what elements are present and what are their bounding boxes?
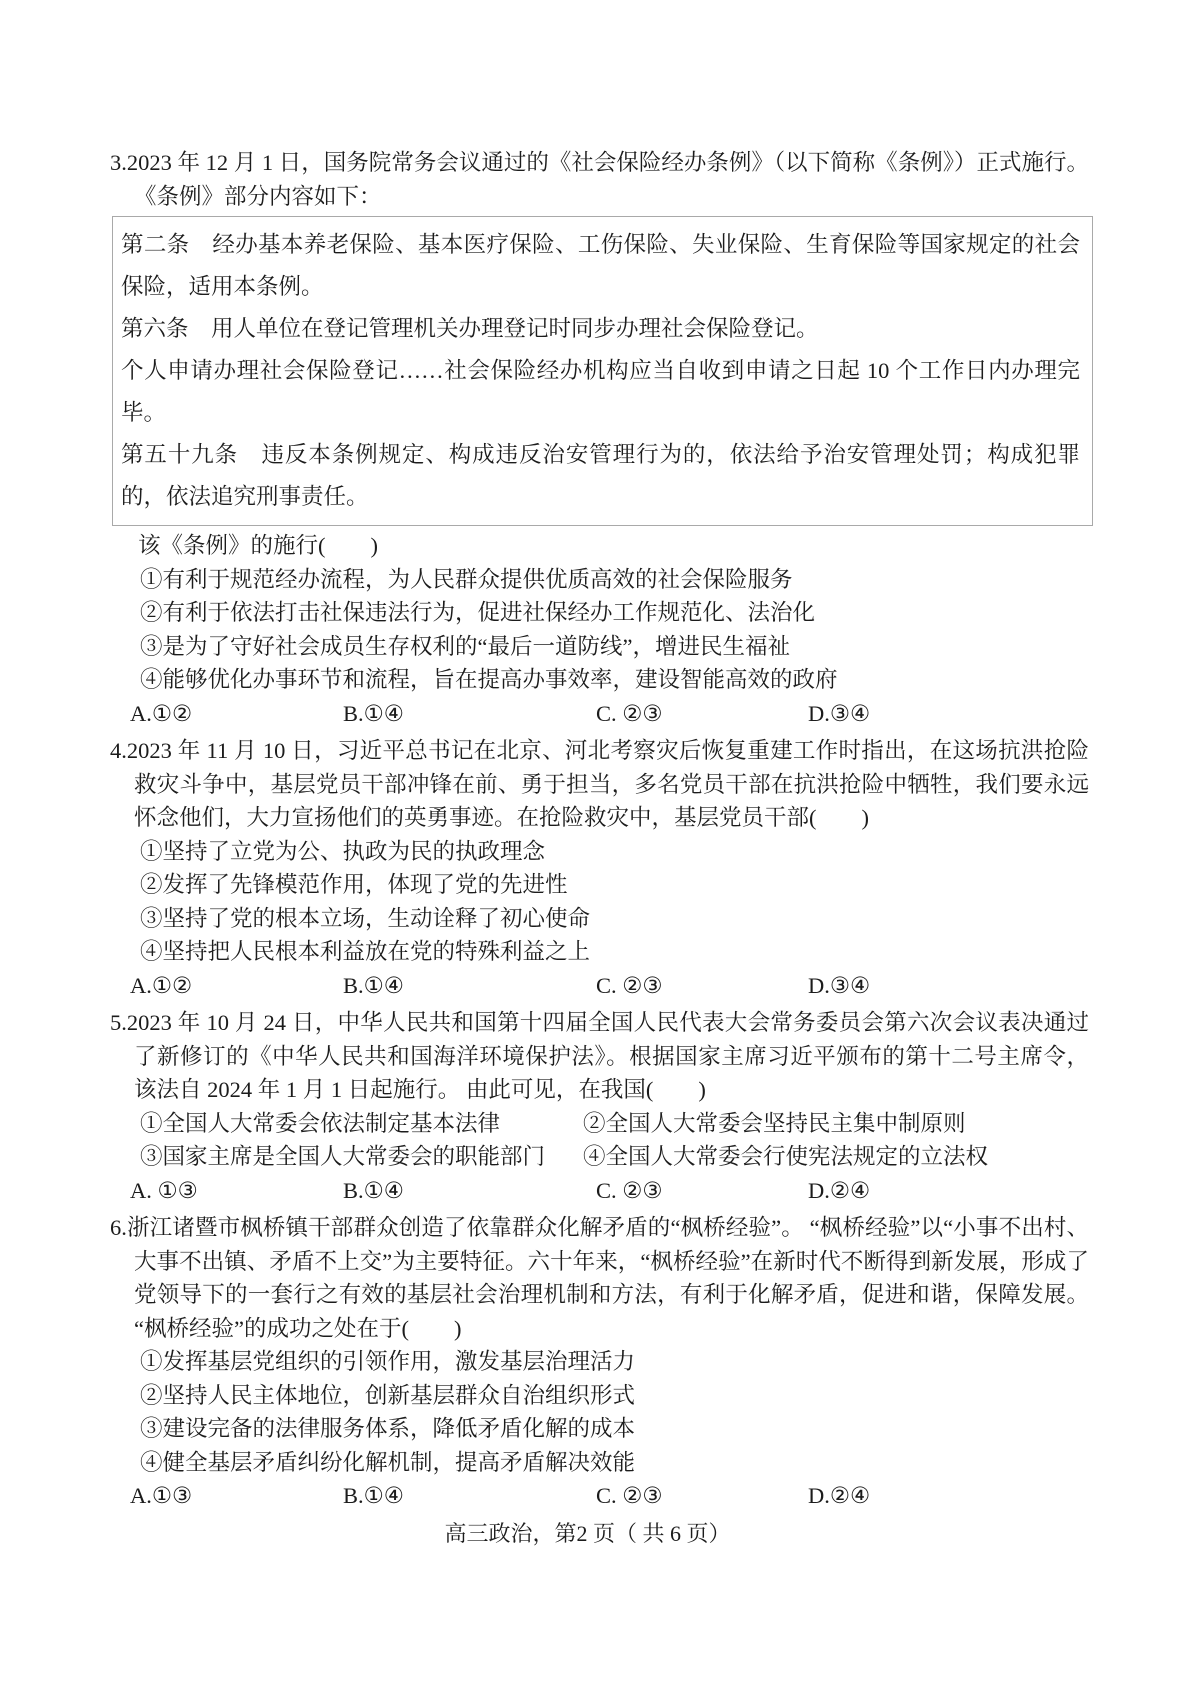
question-4-item-2: ②发挥了先锋模范作用，体现了党的先进性 xyxy=(140,872,568,897)
question-6-option-b: B.①④ xyxy=(343,1483,404,1508)
box-paragraph-article-59: 第五十九条 违反本条例规定、构成违反治安管理行为的，依法给予治安管理处罚；构成犯罪的，依法追究刑事责任。 xyxy=(121,442,1080,509)
question-6-options-row xyxy=(130,1479,1068,1513)
question-4 xyxy=(110,734,1089,1002)
question-6-option-a: A.①③ xyxy=(130,1483,193,1508)
question-6-item-3: ③建设完备的法律服务体系，降低矛盾化解的成本 xyxy=(140,1416,636,1441)
question-4-option-a: A.①② xyxy=(130,972,193,998)
question-3 xyxy=(110,146,1089,730)
question-5-option-b: B.①④ xyxy=(343,1177,404,1203)
question-4-item-3: ③坚持了党的根本立场，生动诠释了初心使命 xyxy=(140,905,591,931)
question-4-options-row xyxy=(130,969,1068,1003)
question-3-lead: 该《条例》的施行( ) xyxy=(138,533,378,558)
question-4-option-d: D.③④ xyxy=(808,972,871,998)
question-5-item-3: ③国家主席是全国人大常委会的职能部门 xyxy=(140,1144,546,1169)
question-6-item-1: ①发挥基层党组织的引领作用，激发基层治理活力 xyxy=(140,1349,636,1374)
question-4-option-b: B.①④ xyxy=(343,972,404,998)
question-3-option-a: A.①② xyxy=(130,700,193,726)
question-5 xyxy=(110,1006,1089,1207)
box-paragraph-article-6: 第六条 用人单位在登记管理机关办理登记时同步办理社会保险登记。 xyxy=(121,316,819,341)
regulation-excerpt-box xyxy=(112,216,1093,526)
question-6-option-c: C. ②③ xyxy=(596,1483,663,1508)
question-5-number: 5. xyxy=(110,1010,127,1035)
question-3-item-4: ④能够优化办事环节和流程，旨在提高办事效率，建设智能高效的政府 xyxy=(140,667,838,692)
question-3-options-row xyxy=(130,697,1068,731)
question-6-item-4: ④健全基层矛盾纠纷化解机制，提高矛盾解决效能 xyxy=(140,1449,636,1475)
question-5-stem-text: 2023 年 10 月 24 日，中华人民共和国第十四届全国人民代表大会常务委员会第六次会议表决通过了新修订的《中华人民共和国海洋环境保护法》。根据国家主席习近平颁布的第十二号主席令，该法自 2024 年 1 月 1 日起施行。 由此可见，在我国( ) xyxy=(126,1010,1089,1102)
question-5-item-4: ④全国人大常委会行使宪法规定的立法权 xyxy=(583,1144,989,1169)
question-6-option-d: D.②④ xyxy=(808,1483,871,1508)
question-4-item-1: ①坚持了立党为公、执政为民的执政理念 xyxy=(140,838,546,864)
question-5-option-c: C. ②③ xyxy=(596,1177,663,1203)
question-4-stem-text: 2023 年 11 月 10 日，习近平总书记在北京、河北考察灾后恢复重建工作时指出，在这场抗洪抢险救灾斗争中，基层党员干部冲锋在前、勇于担当，多名党员干部在抗洪抢险中牺牲，我们要永远怀念他们，大力宣扬他们的英勇事迹。在抢险救灾中，基层党员干部( ) xyxy=(126,738,1089,830)
question-3-item-3: ③是为了守好社会成员生存权利的“最后一道防线”，增进民生福祉 xyxy=(140,633,790,659)
question-5-items-row-1 xyxy=(140,1107,1068,1141)
question-3-option-d: D.③④ xyxy=(808,700,871,726)
question-3-stem xyxy=(110,146,1089,213)
question-5-option-d: D.②④ xyxy=(808,1177,871,1203)
question-6 xyxy=(110,1211,1089,1513)
question-5-option-a: A. ①③ xyxy=(130,1177,198,1203)
question-4-option-c: C. ②③ xyxy=(596,972,663,998)
question-3-option-b: B.①④ xyxy=(343,700,404,726)
question-3-stem-text: 2023 年 12 月 1 日，国务院常务会议通过的《社会保险经办条例》（以下简称《条例》）正式施行。《条例》部分内容如下： xyxy=(126,150,1089,209)
question-6-stem-text: 浙江诸暨市枫桥镇干部群众创造了依靠群众化解矛盾的“枫桥经验”。 “枫桥经验”以“小事不出村、大事不出镇、矛盾不上交”为主要特征。六十年来，“枫桥经验”在新时代不断得到新发展，形成了党领导下的一套行之有效的基层社会治理机制和方法，有利于化解矛盾，促进和谐，保障发展。“枫桥经验”的成功之处在于( ) xyxy=(126,1215,1089,1341)
question-5-item-2: ②全国人大常委会坚持民主集中制原则 xyxy=(583,1110,966,1136)
question-6-number: 6. xyxy=(110,1215,127,1240)
question-4-number: 4. xyxy=(110,738,127,763)
question-3-option-c: C. ②③ xyxy=(596,700,663,726)
question-6-stem xyxy=(110,1211,1089,1345)
page-content xyxy=(110,146,1089,1550)
question-3-item-1: ①有利于规范经办流程，为人民群众提供优质高效的社会保险服务 xyxy=(140,566,793,592)
question-4-stem xyxy=(110,734,1089,835)
question-6-item-2: ②坚持人民主体地位，创新基层群众自治组织形式 xyxy=(140,1382,636,1408)
question-5-stem xyxy=(110,1006,1089,1107)
box-paragraph-article-2: 第二条 经办基本养老保险、基本医疗保险、工伤保险、失业保险、生育保险等国家规定的社会保险，适用本条例。 xyxy=(121,232,1080,299)
question-5-item-1: ①全国人大常委会依法制定基本法律 xyxy=(140,1110,501,1136)
page-footer: 高三政治，第2 页（ 共 6 页） xyxy=(444,1520,731,1546)
question-5-items-row-2 xyxy=(140,1140,1068,1174)
question-3-number: 3. xyxy=(110,150,127,175)
question-5-options-row xyxy=(130,1174,1068,1208)
box-paragraph-personal-registration: 个人申请办理社会保险登记……社会保险经办机构应当自收到申请之日起 10 个工作日内办理完毕。 xyxy=(121,358,1080,425)
question-4-item-4: ④坚持把人民根本利益放在党的特殊利益之上 xyxy=(140,939,591,964)
question-3-item-2: ②有利于依法打击社保违法行为，促进社保经办工作规范化、法治化 xyxy=(140,600,816,625)
